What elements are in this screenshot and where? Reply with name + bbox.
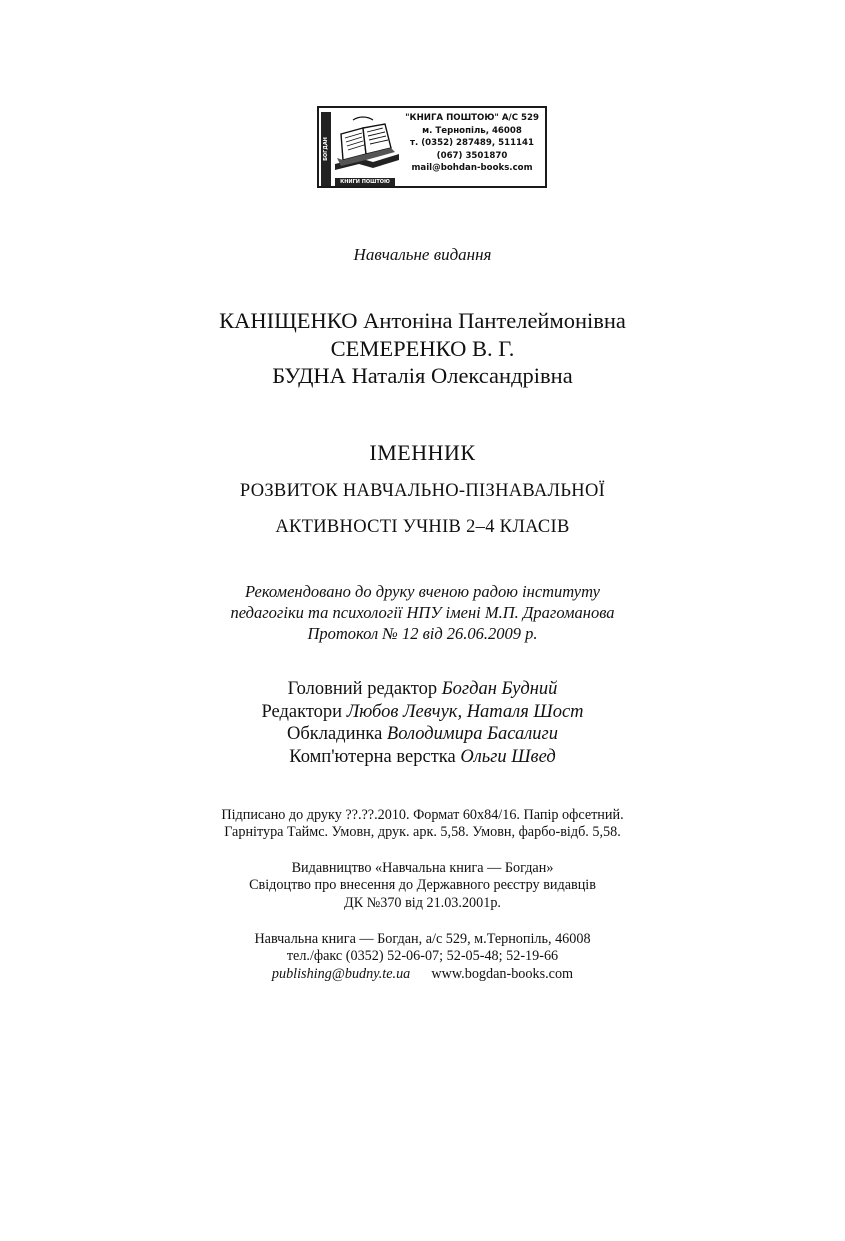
open-book-icon <box>333 114 403 176</box>
author-line <box>0 362 845 390</box>
contacts-block <box>0 931 845 983</box>
stamp-line: м. Тернопіль, 46008 <box>422 125 522 136</box>
contact-email-link[interactable]: publishing@budny.te.ua <box>271 965 411 982</box>
credit-role: Головний редактор <box>287 679 438 699</box>
credit-person: Володимира Басалиги <box>386 724 559 744</box>
credit-person: Богдан Будний <box>441 679 558 699</box>
credit-role: Комп'ютерна верстка <box>289 746 456 767</box>
recommendation-line: педагогіки та психології НПУ імені М.П. Драгоманова <box>230 603 615 622</box>
author-name: Наталія Олександрівна <box>351 363 573 388</box>
book-subtitle-line1: РОЗВИТОК НАВЧАЛЬНО-ПІЗНАВАЛЬНОЇ <box>239 481 606 501</box>
credit-role: Обкладинка <box>286 724 383 744</box>
print-info <box>0 807 845 842</box>
author-name: В. Г. <box>471 335 515 361</box>
contact-web-line <box>0 966 845 983</box>
publisher-info <box>0 860 845 912</box>
credit-line <box>0 701 845 724</box>
stamp-line: т. (0352) 287489, 511141 <box>409 138 534 149</box>
print-info-line: Гарнітура Таймс. Умовн, друк. арк. 5,58. Умовн, фарбо-відб. 5,58. <box>224 824 621 841</box>
author-line <box>0 335 845 363</box>
publisher-stamp <box>317 106 547 188</box>
stamp-line: mail@bohdan-books.com <box>411 163 533 174</box>
credit-line <box>0 746 845 769</box>
book-title: ІМЕННИК <box>369 440 476 465</box>
contact-website-link[interactable]: www.bogdan-books.com <box>431 965 574 982</box>
credit-person: Ольги Швед <box>460 746 556 767</box>
credit-line <box>0 678 845 701</box>
author-name: Антоніна Пантелеймонівна <box>363 308 626 333</box>
authors-block <box>0 307 845 390</box>
publisher-info-line: Свідоцтво про внесення до Державного реєстру видавців <box>249 877 596 894</box>
stamp-bottom-label: КНИГИ ПОШТОЮ <box>335 178 395 186</box>
book-subtitle-line2: АКТИВНОСТІ УЧНІВ 2–4 КЛАСІВ <box>275 517 570 537</box>
staff-credits <box>0 678 845 768</box>
recommendation-line: Рекомендовано до друку вченою радою інституту <box>245 582 600 601</box>
author-surname: БУДНА <box>272 363 346 388</box>
author-surname: СЕМЕРЕНКО <box>330 335 467 361</box>
contact-phones: тел./факс (0352) 52-06-07; 52-05-48; 52-19-66 <box>286 948 559 965</box>
publisher-info-line: ДК №370 від 21.03.2001р. <box>344 894 501 911</box>
stamp-line: (067) 3501870 <box>436 150 508 161</box>
credit-role: Редактори <box>261 701 343 722</box>
recommendation-block <box>0 581 845 644</box>
stamp-line: "КНИГА ПОШТОЮ" А/С 529 <box>405 113 539 123</box>
print-info-line: Підписано до друку ??.??.2010. Формат 60х84/16. Папір офсетний. <box>221 807 624 823</box>
credit-line <box>0 723 845 746</box>
credit-person: Любов Левчук, Наталя Шост <box>346 701 584 722</box>
recommendation-line: Протокол № 12 від 26.06.2009 р. <box>307 624 538 643</box>
contact-address: Навчальна книга — Богдан, а/с 529, м.Тернопіль, 46008 <box>254 931 591 947</box>
stamp-side-text: БОГДАН <box>323 137 329 161</box>
author-line <box>0 307 845 335</box>
publisher-info-line: Видавництво «Навчальна книга — Богдан» <box>291 860 554 876</box>
edition-type: Навчальне видання <box>353 245 492 264</box>
stamp-side-bar <box>321 112 331 186</box>
stamp-address-block <box>399 112 545 175</box>
author-surname: КАНІЩЕНКО <box>219 308 358 333</box>
